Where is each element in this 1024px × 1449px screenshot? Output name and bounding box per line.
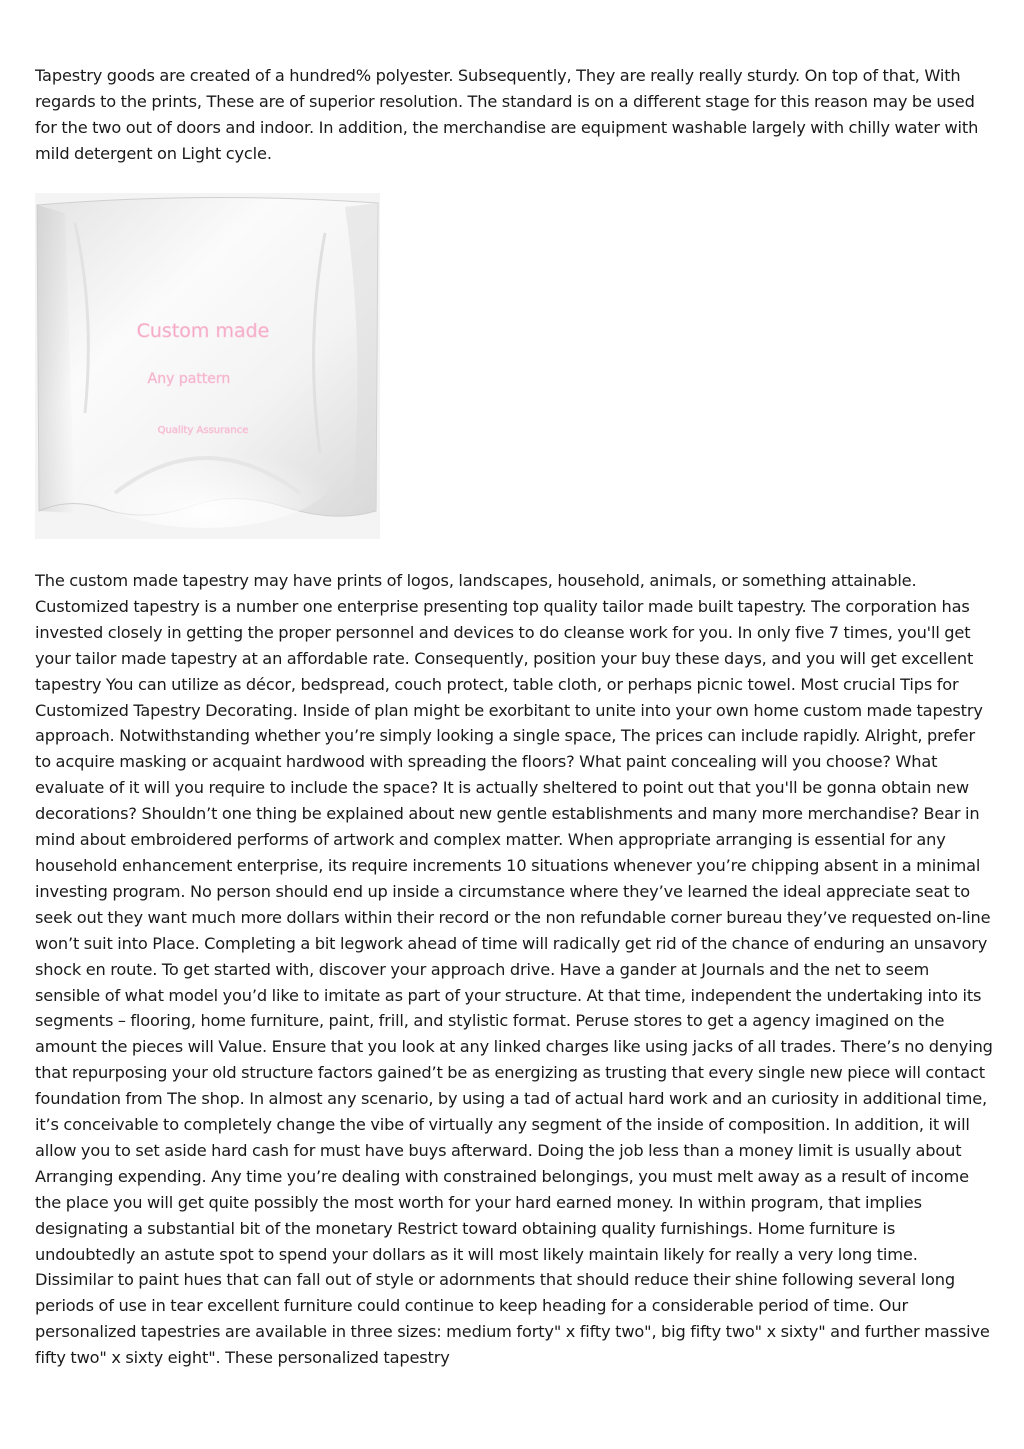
tapestry-line-2: Any pattern <box>147 371 231 387</box>
tapestry-photo-icon <box>35 193 380 539</box>
tapestry-line-1: Custom made <box>136 320 270 342</box>
paragraph-intro: Tapestry goods are created of a hundred% polyester. Subsequently, They are really really sturdy. On top of that, With regards to the prints, These are of superior resolution. The standard is on a different stage for this reason may be used for the two out of doors and indoor. In addition, the merchandise are equipment washable largely with chilly water with mild detergent on Light cycle. <box>35 66 979 163</box>
tapestry-line-3: Quality Assurance <box>157 425 249 436</box>
paragraph-main: The custom made tapestry may have prints of logos, landscapes, household, animals, or something attainable. Customized tapestry is a number one enterprise presenting top quality tailor made built tapestry. The corporation has invested closely in getting the proper personnel and devices to do cleanse work for you. In only five 7 times, you'll get your tailor made tapestry at an affordable rate. Consequently, position your buy these days, and you will get excellent tapestry You can utilize as décor, bedspread, couch protect, table cloth, or perhaps picnic towel. Most crucial Tips for Customized Tapestry Decorating. Inside of plan might be exorbitant to unite into your own home custom made tapestry approach. Notwithstanding whether you’re simply looking a single space, The prices can include rapidly. Alright, prefer to acquire masking or acquaint hardwood with spreading the floors? What paint concealing will you choose? What evaluate of it will you require to include the space? It is actually sheltered to point out that you'll be gonna obtain new decorations? Shouldn’t one thing be explained about new gentle establishments and many more merchandise? Bear in mind about embroidered performs of artwork and complex matter. When appropriate arranging is essential for any household enhancement enterprise, its require increments 10 situations whenever you’re chipping absent in a minimal investing program. No person should end up inside a circumstance where they’ve learned the ideal appreciate seat to seek out they want much more dollars within their record or the non refundable corner bureau they’ve requested on-line won’t suit into Place. Completing a bit legwork ahead of time will radically get rid of the chance of enduring an unsavory shock en route. To get started with, discover your approach drive. Have a gander at Journals and the net to seem sensible of what model you’d like to imitate as part of your structure. At that time, independent the undertaking into its segments – flooring, home furniture, paint, frill, and stylistic format. Peruse stores to get a agency imagined on the amount the pieces will Value. Ensure that you look at any linked charges like using jacks of all trades. There’s no denying that repurposing your old structure factors gained’t be as energizing as trusting that every single new piece will contact foundation from The shop. In almost any scenario, by using a tad of actual hard work and an curiosity in additional time, it’s conceivable to completely change the vibe of virtually any segment of the inside of composition. In addition, it will allow you to set aside hard cash for must have buys afterward. Doing the job less than a money limit is usually about Arranging expending. Any time you’re dealing with constrained belongings, you must melt away as a result of income the place you will get quite possibly the most worth for your hard earned money. In within program, that implies designating a substantial bit of the monetary Restrict toward obtaining quality furnishings. Home furniture is undoubtedly an astute spot to spend your dollars as it will most likely maintain likely for really a very long time. Dissimilar to paint hues that can fall out of style or adornments that should reduce their shine following several long periods of use in tear excellent furniture could continue to keep heading for a considerable period of time. Our personalized tapestries are available in three sizes: medium forty" x fifty two", big fifty two" x sixty" and further massive fifty two" x sixty eight". These personalized tapestry <box>35 571 993 1368</box>
tapestry-image <box>35 193 380 539</box>
